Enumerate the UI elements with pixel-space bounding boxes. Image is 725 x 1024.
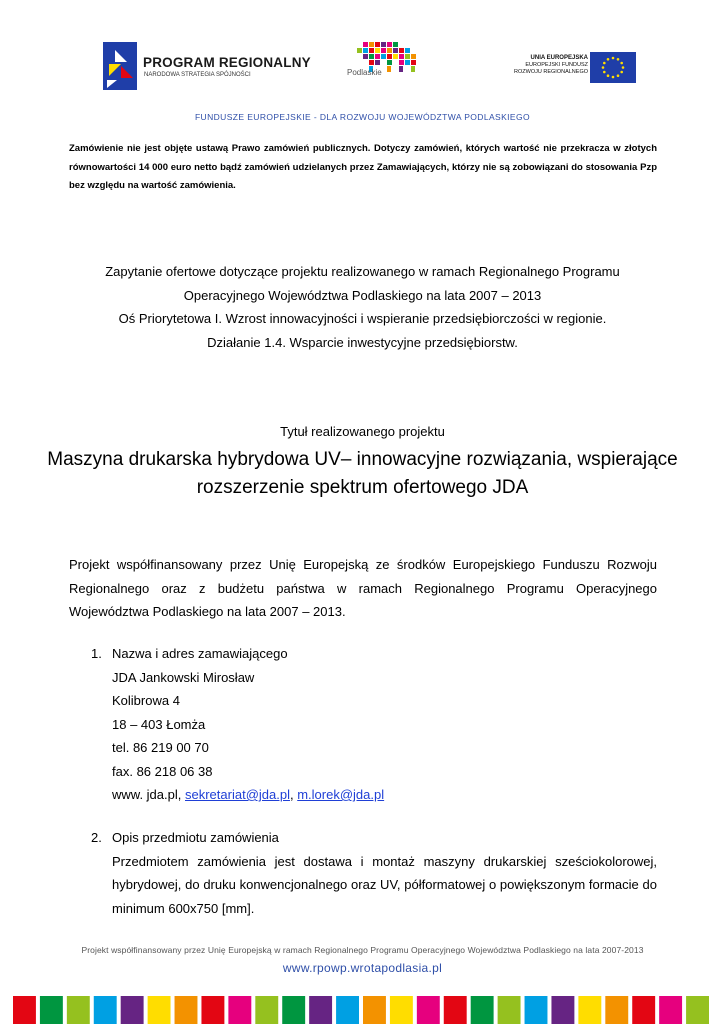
section-text: Przedmiotem zamówienia jest dostawa i montaż maszyny drukarskiej sześciokolorowej, hybrydowej, do druku konwencjonalnego oraz UV, półformatowej o powiększonym formacie do minimum 600x750 [mm]. xyxy=(112,853,657,916)
email-link-mlorek[interactable]: m.lorek@jda.pl xyxy=(297,787,385,802)
intro-line-4: Działanie 1.4. Wsparcie inwestycyjne przedsiębiorstw. xyxy=(207,334,518,350)
color-strip-block xyxy=(255,996,278,1024)
project-title xyxy=(40,446,685,502)
footer-url[interactable]: www.rpowp.wrotapodlasia.pl xyxy=(282,961,443,975)
email-separator: , xyxy=(289,787,294,802)
section-body xyxy=(112,826,657,920)
eu-line1: UNIA EUROPEJSKA xyxy=(530,55,588,61)
color-strip-block xyxy=(498,996,521,1024)
color-strip-block xyxy=(228,996,251,1024)
program-logo-subtitle: NARODOWA STRATEGIA SPÓJNOŚCI xyxy=(144,72,251,78)
eu-line2: EUROPEJSKI FUNDUSZ xyxy=(525,62,588,68)
podlaskie-logo xyxy=(345,40,425,90)
eu-logo xyxy=(500,52,636,86)
www-text: www. jda.pl, xyxy=(112,787,182,802)
color-strip-block xyxy=(525,996,548,1024)
section-number: 2. xyxy=(91,830,102,845)
city-address: 18 – 403 Łomża xyxy=(112,716,206,732)
program-regionalny-logo xyxy=(103,42,311,92)
eu-line3: ROZWOJU REGIONALNEGO xyxy=(514,69,588,75)
color-strip-block xyxy=(201,996,224,1024)
color-strip-block xyxy=(659,996,682,1024)
color-strip-block xyxy=(605,996,628,1024)
color-strip-block xyxy=(148,996,171,1024)
street-address: Kolibrowa 4 xyxy=(112,693,180,708)
intro-line-2: Operacyjnego Województwa Podlaskiego na lata 2007 – 2013 xyxy=(183,287,542,303)
intro-block xyxy=(60,260,665,354)
section-heading: Nazwa i adres zamawiającego xyxy=(112,646,288,661)
color-strip-block xyxy=(309,996,332,1024)
podlaskie-label: Podlaskie xyxy=(347,68,382,77)
color-strip-block xyxy=(417,996,440,1024)
color-strip xyxy=(13,996,713,1024)
nss-logo-icon xyxy=(103,42,139,90)
color-strip-block xyxy=(632,996,655,1024)
program-logo-title: PROGRAM REGIONALNY xyxy=(143,55,311,70)
project-title-line-1: Maszyna drukarska hybrydowa UV– innowacyjne rozwiązania, wspierające xyxy=(47,449,678,470)
color-strip-block xyxy=(175,996,198,1024)
fax-number: fax. 86 218 06 38 xyxy=(112,763,213,779)
disclaimer: Zamówienie nie jest objęte ustawą Prawo zamówień publicznych. Dotyczy zamówień, których wartość nie przekracza w złotych równowartości 14 000 euro netto bądź zamówień udzielanych przez Zamawiających, którzy nie są zobowiązani do stosowania Pzp bez względu na wartość zamówienia. xyxy=(69,143,657,191)
color-strip-block xyxy=(551,996,574,1024)
color-strip-block xyxy=(578,996,601,1024)
color-strip-block xyxy=(336,996,359,1024)
section-heading: Opis przedmiotu zamówienia xyxy=(112,830,279,845)
phone-number: tel. 86 219 00 70 xyxy=(112,740,209,755)
web-and-email xyxy=(112,783,384,807)
eu-logo-text xyxy=(514,55,588,76)
color-strip-block xyxy=(67,996,90,1024)
color-strip-block xyxy=(13,996,36,1024)
cofinancing-paragraph: Projekt współfinansowany przez Unię Europejską ze środków Europejskiego Funduszu Rozwoju Regionalnego oraz z budżetu państwa w ramach Regionalnego Programu Operacyjnego Województwa Podlaskiego na lata 2007 – 2013. xyxy=(69,557,657,619)
project-label: Tytuł realizowanego projektu xyxy=(280,424,445,439)
color-strip-block xyxy=(121,996,144,1024)
eu-flag-icon xyxy=(590,52,636,83)
color-strip-block xyxy=(444,996,467,1024)
section-contracting-party xyxy=(91,642,661,812)
intro-line-1: Zapytanie ofertowe dotyczące projektu realizowanego w ramach Regionalnego Programu xyxy=(105,264,620,279)
project-title-line-2: rozszerzenie spektrum ofertowego JDA xyxy=(196,477,529,498)
color-strip-block xyxy=(40,996,63,1024)
color-strip-block xyxy=(471,996,494,1024)
color-strip-block xyxy=(282,996,305,1024)
section-order-description xyxy=(91,826,661,926)
intro-line-3: Oś Priorytetowa I. Wzrost innowacyjności i wspieranie przedsiębiorczości w regionie. xyxy=(118,311,607,326)
color-strip-block xyxy=(390,996,413,1024)
email-link-sekretariat[interactable]: sekretariat@jda.pl xyxy=(185,787,290,802)
color-strip-block xyxy=(363,996,386,1024)
footer-cofinancing-text: Projekt współfinansowany przez Unię Europejską w ramach Regionalnego Programu Operacyjnego Województwa Podlaskiego na lata 2007-2013 xyxy=(81,945,644,955)
section-number: 1. xyxy=(91,646,102,661)
section-body xyxy=(112,642,384,807)
funds-banner: FUNDUSZE EUROPEJSKIE - DLA ROZWOJU WOJEWÓDZTWA PODLASKIEGO xyxy=(194,112,531,122)
color-strip-block xyxy=(94,996,117,1024)
color-strip-block xyxy=(686,996,709,1024)
company-name: JDA Jankowski Mirosław xyxy=(112,669,255,685)
